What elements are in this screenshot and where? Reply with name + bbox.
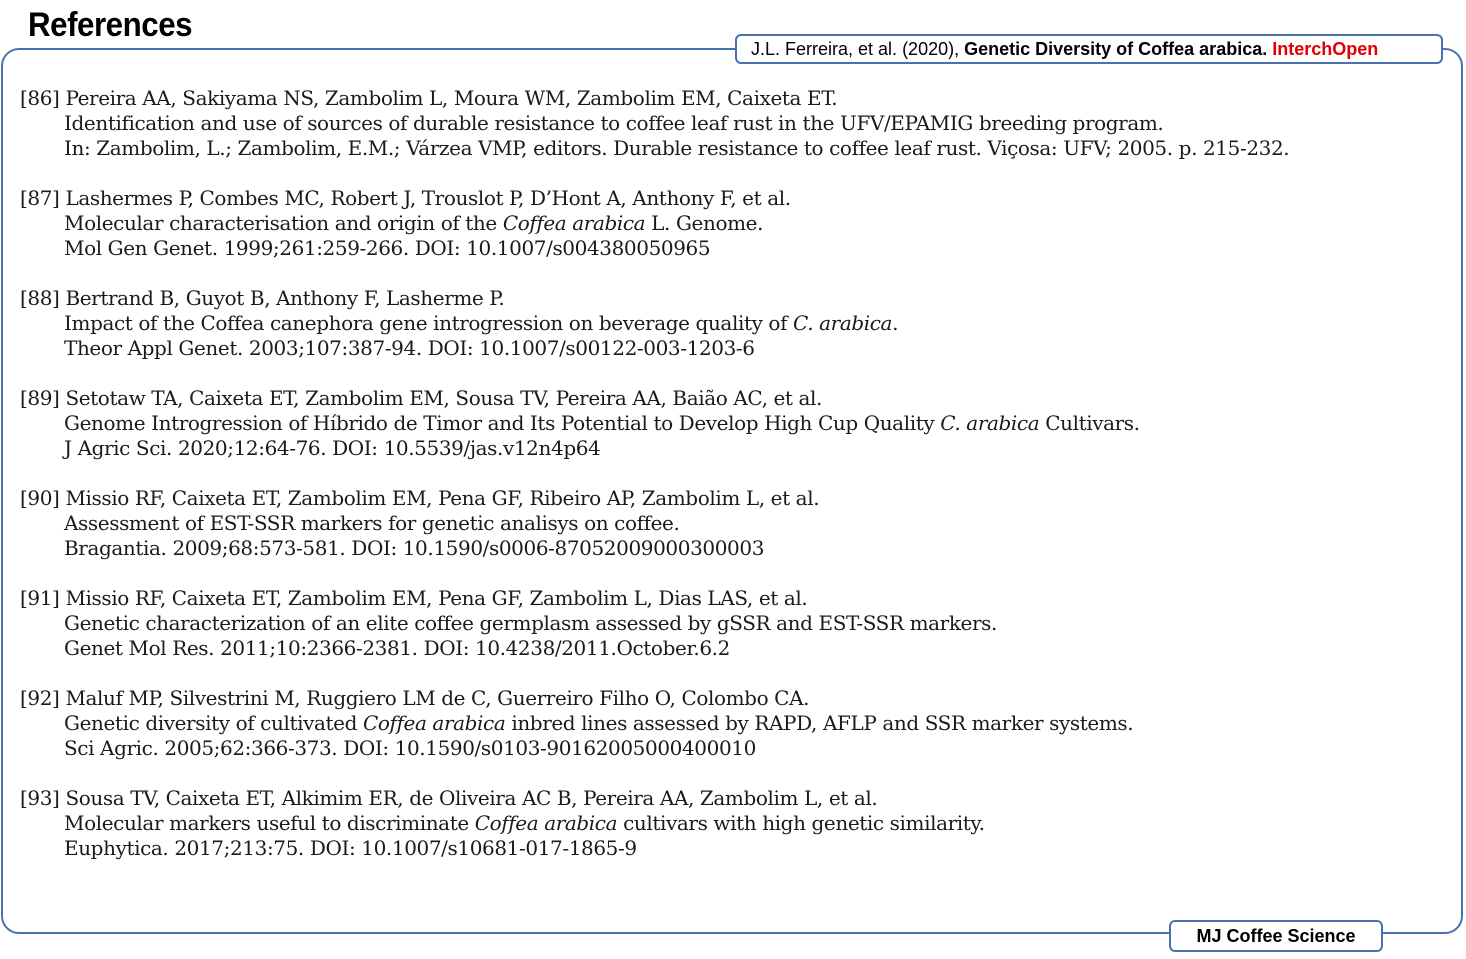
source-title: Genetic Diversity of Coffea arabica. xyxy=(964,39,1273,59)
species-name: C. arabica xyxy=(940,411,1040,435)
reference-number: [91] xyxy=(20,586,60,610)
reference-title: Genome Introgression of Híbrido de Timor and Its Potential to Develop High Cup Quality C. arabica Cultivars. xyxy=(64,411,1140,435)
reference-authors-line xyxy=(20,586,1440,611)
reference-item xyxy=(20,586,1440,661)
reference-title: Genetic characterization of an elite coffee germplasm assessed by gSSR and EST-SSR markers. xyxy=(64,611,997,635)
reference-authors: Missio RF, Caixeta ET, Zambolim EM, Pena GF, Zambolim L, Dias LAS, et al. xyxy=(65,586,808,610)
reference-authors: Bertrand B, Guyot B, Anthony F, Lasherme P. xyxy=(65,286,505,310)
reference-source: Theor Appl Genet. 2003;107:387-94. DOI: 10.1007/s00122-003-1203-6 xyxy=(64,336,755,360)
reference-item xyxy=(20,786,1440,861)
reference-item xyxy=(20,86,1440,161)
reference-item xyxy=(20,286,1440,361)
reference-number: [87] xyxy=(20,186,60,210)
reference-authors: Pereira AA, Sakiyama NS, Zambolim L, Moura WM, Zambolim EM, Caixeta ET. xyxy=(65,86,838,110)
reference-item xyxy=(20,186,1440,261)
reference-authors-line xyxy=(20,286,1440,311)
reference-number: [88] xyxy=(20,286,60,310)
reference-source: Mol Gen Genet. 1999;261:259-266. DOI: 10.1007/s004380050965 xyxy=(64,236,711,260)
reference-source: Bragantia. 2009;68:573-581. DOI: 10.1590/s0006-87052009000300003 xyxy=(64,536,765,560)
reference-number: [92] xyxy=(20,686,60,710)
reference-source: Genet Mol Res. 2011;10:2366-2381. DOI: 10.4238/2011.October.6.2 xyxy=(64,636,730,660)
reference-authors-line xyxy=(20,186,1440,211)
reference-authors-line xyxy=(20,486,1440,511)
source-citation-badge xyxy=(735,34,1443,64)
reference-source: Euphytica. 2017;213:75. DOI: 10.1007/s10681-017-1865-9 xyxy=(64,836,637,860)
species-name: Coffea arabica xyxy=(362,711,506,735)
reference-title: Assessment of EST-SSR markers for genetic analisys on coffee. xyxy=(64,511,680,535)
footer-badge: MJ Coffee Science xyxy=(1169,920,1383,952)
species-name: Coffea arabica xyxy=(474,811,618,835)
reference-list xyxy=(20,86,1440,886)
reference-source: J Agric Sci. 2020;12:64-76. DOI: 10.5539/jas.v12n4p64 xyxy=(64,436,601,460)
reference-title: Molecular characterisation and origin of the Coffea arabica L. Genome. xyxy=(64,211,764,235)
reference-item xyxy=(20,686,1440,761)
reference-authors-line xyxy=(20,686,1440,711)
reference-number: [89] xyxy=(20,386,60,410)
reference-authors-line xyxy=(20,86,1440,111)
reference-item xyxy=(20,386,1440,461)
source-authors: J.L. Ferreira, et al. (2020), xyxy=(751,39,965,59)
reference-number: [93] xyxy=(20,786,60,810)
reference-title: Impact of the Coffea canephora gene introgression on beverage quality of C. arabica. xyxy=(64,311,899,335)
reference-number: [86] xyxy=(20,86,60,110)
reference-title: Identification and use of sources of durable resistance to coffee leaf rust in the UFV/EPAMIG breeding program. xyxy=(64,111,1164,135)
reference-item xyxy=(20,486,1440,561)
species-name: Coffea arabica xyxy=(502,211,646,235)
page-title: References xyxy=(28,6,193,44)
reference-title: Genetic diversity of cultivated Coffea arabica inbred lines assessed by RAPD, AFLP and SSR marker systems. xyxy=(64,711,1134,735)
source-publisher: InterchOpen xyxy=(1272,39,1379,59)
reference-authors: Missio RF, Caixeta ET, Zambolim EM, Pena GF, Ribeiro AP, Zambolim L, et al. xyxy=(65,486,820,510)
reference-authors-line xyxy=(20,386,1440,411)
reference-number: [90] xyxy=(20,486,60,510)
reference-authors-line xyxy=(20,786,1440,811)
reference-authors: Setotaw TA, Caixeta ET, Zambolim EM, Sousa TV, Pereira AA, Baião AC, et al. xyxy=(65,386,823,410)
reference-authors: Lashermes P, Combes MC, Robert J, Trouslot P, D’Hont A, Anthony F, et al. xyxy=(65,186,791,210)
reference-authors: Sousa TV, Caixeta ET, Alkimim ER, de Oliveira AC B, Pereira AA, Zambolim L, et al. xyxy=(65,786,878,810)
reference-source: Sci Agric. 2005;62:366-373. DOI: 10.1590/s0103-90162005000400010 xyxy=(64,736,756,760)
reference-title: Molecular markers useful to discriminate Coffea arabica cultivars with high genetic similarity. xyxy=(64,811,985,835)
reference-authors: Maluf MP, Silvestrini M, Ruggiero LM de C, Guerreiro Filho O, Colombo CA. xyxy=(65,686,810,710)
species-name: C. arabica xyxy=(793,311,893,335)
reference-source: In: Zambolim, L.; Zambolim, E.M.; Várzea VMP, editors. Durable resistance to coffee leaf rust. Viçosa: UFV; 2005. p. 215-232. xyxy=(64,136,1290,160)
